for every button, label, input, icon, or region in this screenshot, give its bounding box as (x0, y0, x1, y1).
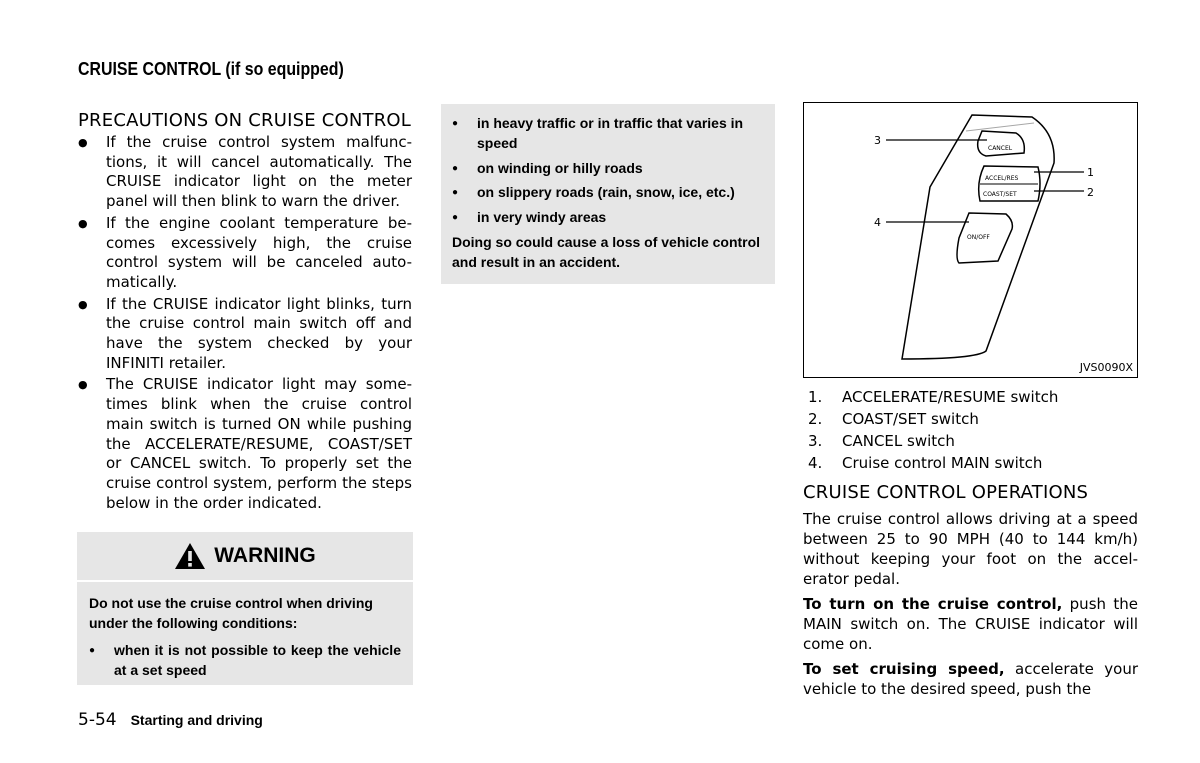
page-footer (78, 710, 263, 730)
list-item: ● If the CRUISE indicator light blinks, turn the cruise control main switch off and have the system checked by your INFINITI retailer. (78, 295, 412, 374)
turn-on-text: push the MAIN switch on. The CRUISE indicator will come on. (803, 595, 1138, 653)
legend-text: CANCEL switch (842, 432, 955, 450)
operations-title: CRUISE CONTROL OPERATIONS (803, 482, 1089, 503)
warning-continued-box (441, 104, 775, 284)
list-item: ● The CRUISE indicator light may some- times blink when the cruise control main switch is turned ON while pushing the ACCELERATE/RESUME, COAST/SET or CANCEL switch. To properly set the cruise control system, perform the steps below in the order indicated. (78, 375, 412, 513)
turn-on-paragraph (803, 594, 1138, 654)
figure-legend (808, 386, 1058, 474)
legend-item (808, 386, 1058, 408)
callout-1: 1 (1087, 166, 1094, 179)
precautions-section (78, 110, 412, 515)
warning-list (89, 641, 401, 680)
list-item: ● If the engine coolant temperature be- comes excessively high, the cruise control system will be canceled auto- matically. (78, 214, 412, 293)
callout-2: 2 (1087, 186, 1094, 199)
legend-item (808, 452, 1058, 474)
legend-item (808, 408, 1058, 430)
legend-text: COAST/SET switch (842, 410, 979, 428)
callout-3: 3 (874, 134, 881, 147)
list-item: ● in heavy traffic or in traffic that varies in speed (452, 114, 765, 154)
operations-section (803, 509, 1138, 704)
warning-box (77, 532, 413, 685)
onoff-label: ON/OFF (967, 234, 990, 241)
warning-header (77, 532, 413, 582)
legend-item (808, 430, 1058, 452)
cancel-switch (978, 131, 1025, 156)
precautions-title: PRECAUTIONS ON CRUISE CONTROL (78, 110, 412, 131)
warning-heading: WARNING (214, 544, 316, 567)
accel-label: ACCEL/RES (985, 175, 1019, 182)
warning-continued-list (441, 104, 775, 228)
list-item: ● when it is not possible to keep the vehicle at a set speed (89, 641, 401, 680)
set-speed-text: accelerate your vehicle to the desired speed, push the (803, 660, 1139, 698)
switch-panel-drawing (804, 103, 1137, 377)
set-speed-paragraph (803, 659, 1138, 699)
legend-text: Cruise control MAIN switch (842, 454, 1043, 472)
warning-icon (174, 542, 206, 570)
page-header: CRUISE CONTROL (if so equipped) (78, 58, 344, 79)
list-item: ● in very windy areas (452, 208, 765, 228)
precautions-list (78, 133, 412, 513)
page-number: 5-54 (78, 710, 117, 730)
warning-body (77, 582, 413, 680)
section-name: Starting and driving (130, 712, 263, 728)
warning-intro: Do not use the cruise control when driving under the following conditions: (89, 595, 373, 631)
legend-number: 2. (808, 410, 823, 428)
list-item: ● If the cruise control system malfunc- tions, it will cancel automatically. The CRUISE indicator light on the meter panel will then blink to warn the driver. (78, 133, 412, 212)
switch-illustration (803, 102, 1138, 378)
turn-on-label: To turn on the cruise control, (803, 595, 1063, 613)
set-speed-label: To set cruising speed, (803, 660, 1005, 678)
legend-text: ACCELERATE/RESUME switch (842, 388, 1059, 406)
list-item: ● on slippery roads (rain, snow, ice, etc.) (452, 183, 765, 203)
list-item: ● on winding or hilly roads (452, 159, 765, 179)
legend-number: 4. (808, 454, 823, 472)
coast-label: COAST/SET (983, 191, 1017, 198)
warning-conclusion: Doing so could cause a loss of vehicle control and result in an accident. (452, 233, 761, 270)
callout-4: 4 (874, 216, 881, 229)
cancel-label: CANCEL (988, 145, 1013, 152)
operations-intro: The cruise control allows driving at a speed between 25 to 90 MPH (40 to 144 km/h) without keeping your foot on the accel- erator pedal. (803, 510, 1138, 588)
legend-number: 1. (808, 388, 823, 406)
legend-number: 3. (808, 432, 823, 450)
figure-code: JVS0090X (1079, 361, 1133, 374)
accel-coast-switch (979, 166, 1040, 201)
